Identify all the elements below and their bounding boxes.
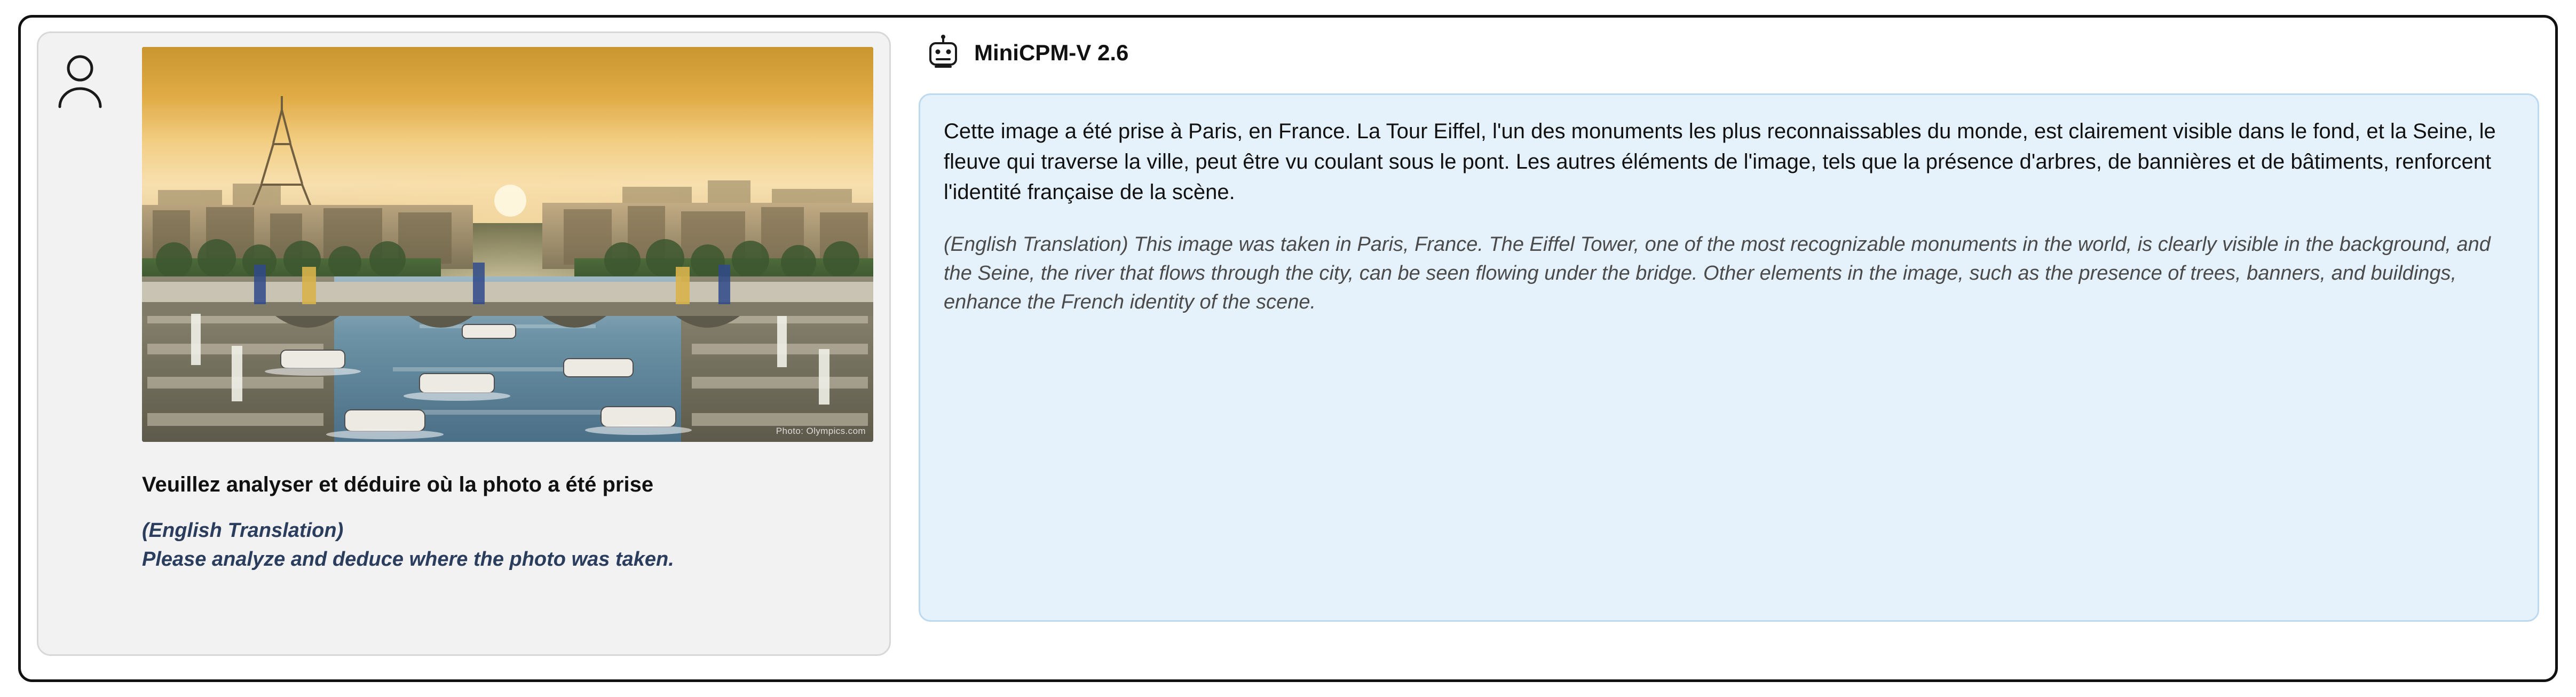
- user-attached-image[interactable]: [142, 47, 873, 442]
- conversation-frame: [18, 15, 2558, 682]
- user-content: [132, 47, 873, 638]
- user-translation-label: (English Translation): [142, 519, 344, 542]
- user-translation-block: [142, 517, 674, 574]
- assistant-model-name: MiniCPM-V 2.6: [974, 40, 1129, 65]
- user-prompt-text: Veuillez analyser et déduire où la photo a été prise: [142, 473, 654, 496]
- user-message-panel: [37, 31, 891, 656]
- assistant-message-panel: [919, 31, 2539, 622]
- user-avatar-column: [54, 47, 124, 638]
- assistant-answer-text: Cette image a été prise à Paris, en France. La Tour Eiffel, l'un des monuments les plus reconnaissables du monde, est clairement visible dans le fond, et la Seine, le fleuve qui traverse la ville, peut être vu coulant sous le pont. Les autres éléments de l'image, tels que la présence d'arbres, de bannières et de bâtiments, renforcent l'identité française de la scène.: [944, 120, 2496, 204]
- user-translation-text: Please analyze and deduce where the photo was taken.: [142, 548, 674, 571]
- assistant-response-bubble: [919, 93, 2539, 622]
- assistant-answer-translation: (English Translation) This image was taken in Paris, France. The Eiffel Tower, one of the most recognizable monuments in the world, is clearly visible in the background, and the Seine, the river that flows through the city, can be seen flowing under the bridge. Other elements in the image, such as the presence of trees, banners, and buildings, enhance the French identity of the scene.: [944, 233, 2491, 314]
- assistant-header: [919, 35, 2539, 71]
- image-watermark: Photo: Olympics.com: [776, 426, 866, 436]
- user-avatar-icon: [54, 53, 124, 109]
- robot-icon: [926, 35, 960, 71]
